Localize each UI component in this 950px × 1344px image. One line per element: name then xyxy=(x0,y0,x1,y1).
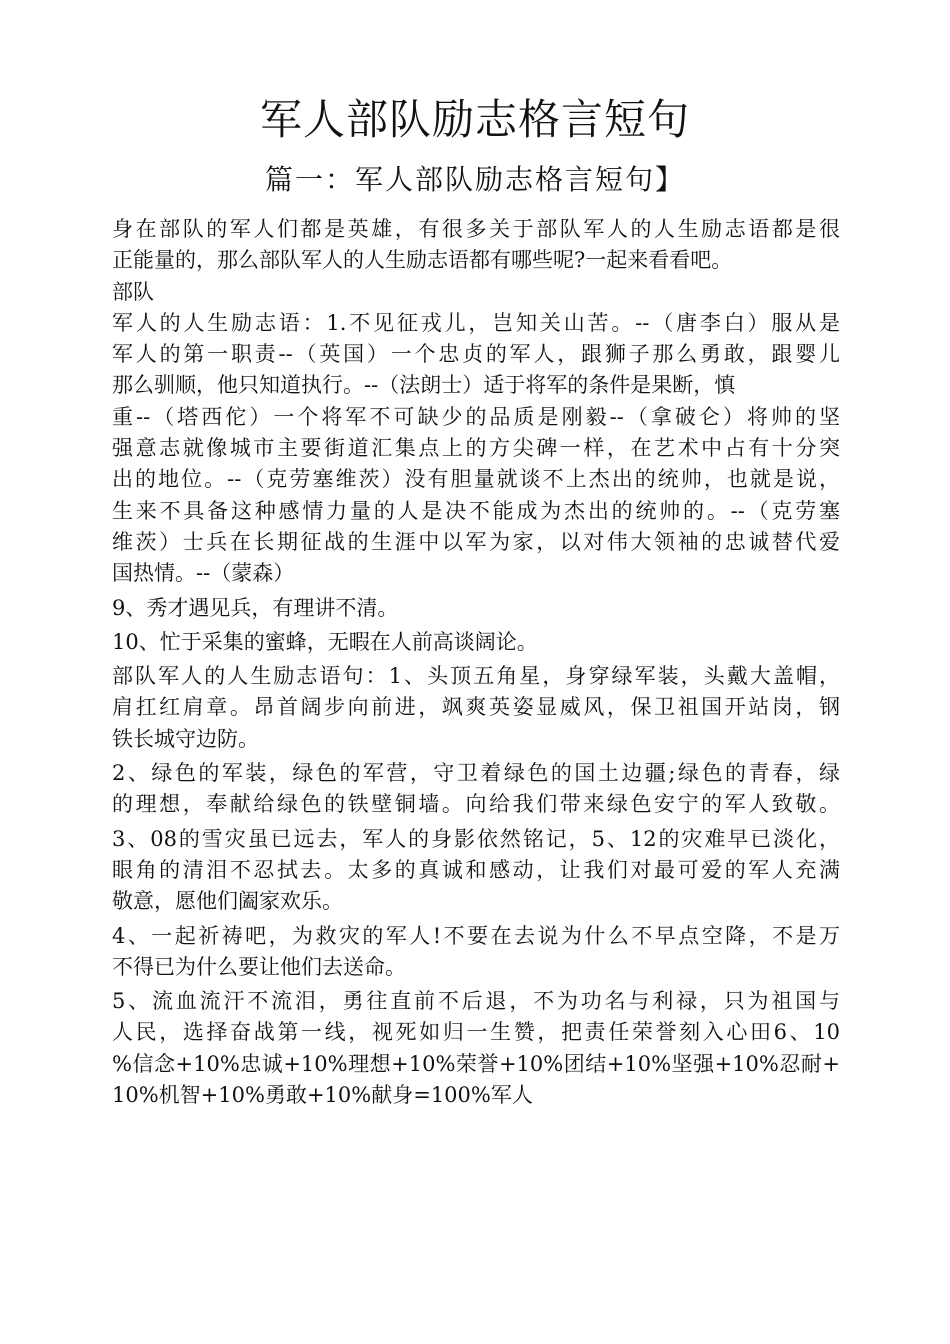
body-line: 敬意，愿他们阖家欢乐。 xyxy=(112,889,343,914)
body-line: 身在部队的军人们都是英雄，有很多关于部队军人的人生励志语都是很 xyxy=(112,217,840,241)
body-line: 出的地位。--（克劳塞维茨）没有胆量就谈不上杰出的统帅，也就是说， xyxy=(112,467,840,492)
body-line: 维茨）士兵在长期征战的生涯中以军为家，以对伟大领袖的忠诚替代爱 xyxy=(112,529,840,554)
body-line: 不得已为什么要让他们去送命。 xyxy=(112,954,406,979)
body-line: 生来不具备这种感情力量的人是决不能成为杰出的统帅的。--（克劳塞 xyxy=(112,498,840,523)
body-line: 军人的人生励志语：1.不见征戎儿，岂知关山苦。--（唐李白）服从是 xyxy=(112,310,840,335)
page-title: 军人部队励志格言短句 xyxy=(259,95,690,144)
body-line: 军人的第一职责--（英国）一个忠贞的军人，跟狮子那么勇敢，跟婴儿 xyxy=(112,342,840,367)
body-line: 重--（塔西佗）一个将军不可缺少的品质是刚毅--（拿破仑）将帅的坚 xyxy=(112,404,840,429)
body-line: 4、一起祈祷吧，为救灾的军人!不要在去说为什么不早点空降，不是万 xyxy=(112,923,840,948)
body-line: 5、流血流汗不流泪，勇往直前不后退，不为功名与利禄，只为祖国与 xyxy=(112,989,840,1014)
body-line: 铁长城守边防。 xyxy=(112,726,259,751)
body-line: 强意志就像城市主要街道汇集点上的方尖碑一样，在艺术中占有十分突 xyxy=(112,436,840,461)
body-line: 部队 xyxy=(112,279,154,304)
body-line: 的理想，奉献给绿色的铁壁铜墙。向给我们带来绿色安宁的军人致敬。 xyxy=(112,792,840,817)
body-line: 3、08的雪灾虽已远去，军人的身影依然铭记，5、12的灾难早已淡化， xyxy=(112,826,840,851)
body-line: 肩扛红肩章。昂首阔步向前进，飒爽英姿显威风，保卫祖国开站岗，钢 xyxy=(112,695,840,720)
body-line: 正能量的，那么部队军人的人生励志语都有哪些呢?一起来看看吧。 xyxy=(112,248,733,273)
body-line: 9、秀才遇见兵，有理讲不清。 xyxy=(112,595,399,620)
body-line: 人民，选择奋战第一线，视死如归一生赞，把责任荣誉刻入心田6、10 xyxy=(112,1020,840,1045)
body-line: 2、绿色的军装，绿色的军营，守卫着绿色的国土边疆;绿色的青春，绿 xyxy=(112,761,840,786)
body-line: 国热情。--（蒙森） xyxy=(112,561,295,586)
body-line: 10、忙于采集的蜜蜂，无暇在人前高谈阔论。 xyxy=(112,629,538,654)
page-subtitle: 篇一：军人部队励志格言短句】 xyxy=(264,163,685,196)
body-line: %信念+10%忠诚+10%理想+10%荣誉+10%团结+10%坚强+10%忍耐+ xyxy=(112,1051,840,1076)
body-line: 部队军人的人生励志语句：1、头顶五角星，身穿绿军装，头戴大盖帽， xyxy=(112,664,840,689)
body-line: 眼角的清泪不忍拭去。太多的真诚和感动，让我们对最可爱的军人充满 xyxy=(112,857,840,882)
body-line: 那么驯顺，他只知道执行。--（法朗士）适于将军的条件是果断，慎 xyxy=(112,373,736,398)
document-body xyxy=(112,214,840,1111)
body-line: 10%机智+10%勇敢+10%献身=100%军人 xyxy=(112,1083,533,1108)
